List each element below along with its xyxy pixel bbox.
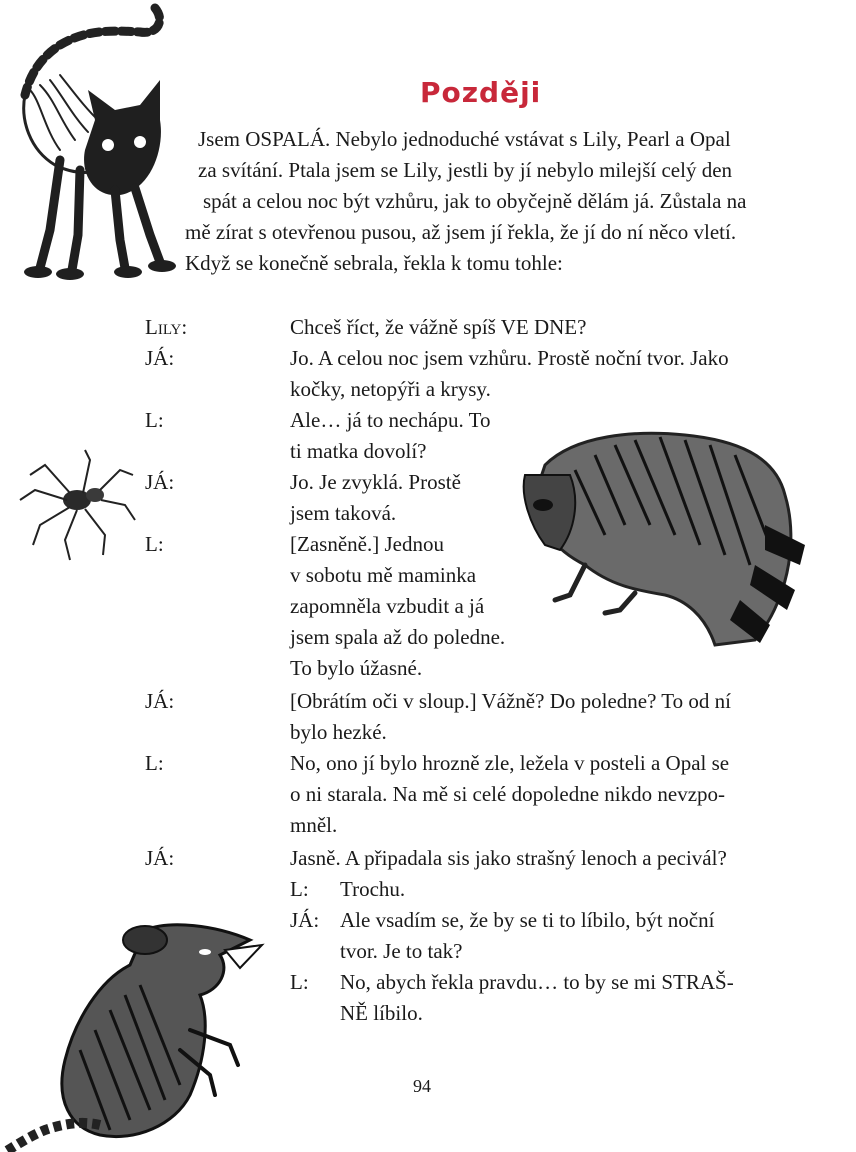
speaker-label: JÁ: (290, 908, 320, 932)
cat-illustration (0, 0, 190, 290)
dialogue-line: Ale vsadím se, že by se ti to líbilo, být noční (340, 908, 715, 932)
raccoon-illustration (515, 415, 815, 655)
intro-line: mě zírat s otevřenou pusou, až jsem jí řekla, že jí do ní něco vletí. (185, 220, 737, 244)
speaker-label: JÁ: (145, 346, 175, 370)
dialogue-line: jsem taková. (290, 501, 397, 525)
speaker-label: JÁ: (145, 846, 175, 870)
intro-line: spát a celou noc být vzhůru, jak to obyčejně dělám já. Zůstala na (203, 189, 747, 213)
intro-line: Když se konečně sebrala, řekla k tomu tohle: (185, 251, 563, 275)
chapter-heading: Později (420, 76, 542, 109)
dialogue-line: o ni starala. Na mě si celé dopoledne nikdo nevzpo- (290, 782, 726, 806)
dialogue-line: Jo. Je zvyklá. Prostě (290, 470, 461, 494)
dialogue-line: zapomněla vzbudit a já (290, 594, 485, 618)
dialogue-line: [Obrátím oči v sloup.] Vážně? Do poledne? To od ní (290, 689, 731, 713)
dialogue-line: Jasně. A připadala sis jako strašný lenoch a pecivál? (290, 846, 727, 870)
speaker-label: JÁ: (145, 689, 175, 713)
speaker-label: L: (145, 408, 164, 432)
speaker-label: Lily: (145, 315, 188, 339)
intro-line: za svítání. Ptala jsem se Lily, jestli by jí nebylo milejší celý den (198, 158, 733, 182)
dialogue-line: mněl. (290, 813, 338, 837)
dialogue-line: Chceš říct, že vážně spíš VE DNE? (290, 315, 587, 339)
dialogue-line: No, ono jí bylo hrozně zle, ležela v posteli a Opal se (290, 751, 730, 775)
speaker-label: L: (145, 532, 164, 556)
speaker-label: L: (145, 751, 164, 775)
page-number: 94 (413, 1076, 431, 1096)
speaker-label: L: (290, 877, 309, 901)
speaker-label: L: (290, 970, 309, 994)
dialogue-line: kočky, netopýři a krysy. (290, 377, 491, 401)
dialogue-line: NĚ líbilo. (340, 1001, 423, 1025)
speaker-label: JÁ: (145, 470, 175, 494)
dialogue-line: No, abych řekla pravdu… to by se mi STRAŠ- (340, 970, 734, 994)
spider-illustration (15, 445, 140, 565)
dialogue-line: ti matka dovolí? (290, 439, 427, 463)
dialogue-line: Ale… já to nechápu. To (290, 408, 491, 432)
dialogue-line: Trochu. (340, 877, 406, 901)
dialogue-line: jsem spala až do poledne. (290, 625, 506, 649)
dialogue-line: tvor. Je to tak? (340, 939, 463, 963)
dialogue-line: v sobotu mě maminka (290, 563, 477, 587)
dialogue-line: [Zasněně.] Jednou (290, 532, 444, 556)
dialogue-line: To bylo úžasné. (290, 656, 423, 680)
rat-illustration (0, 910, 290, 1152)
dialogue-line: Jo. A celou noc jsem vzhůru. Prostě noční tvor. Jako (290, 346, 729, 370)
dialogue-line: bylo hezké. (290, 720, 387, 744)
intro-line: Jsem OSPALÁ. Nebylo jednoduché vstávat s Lily, Pearl a Opal (198, 127, 731, 151)
